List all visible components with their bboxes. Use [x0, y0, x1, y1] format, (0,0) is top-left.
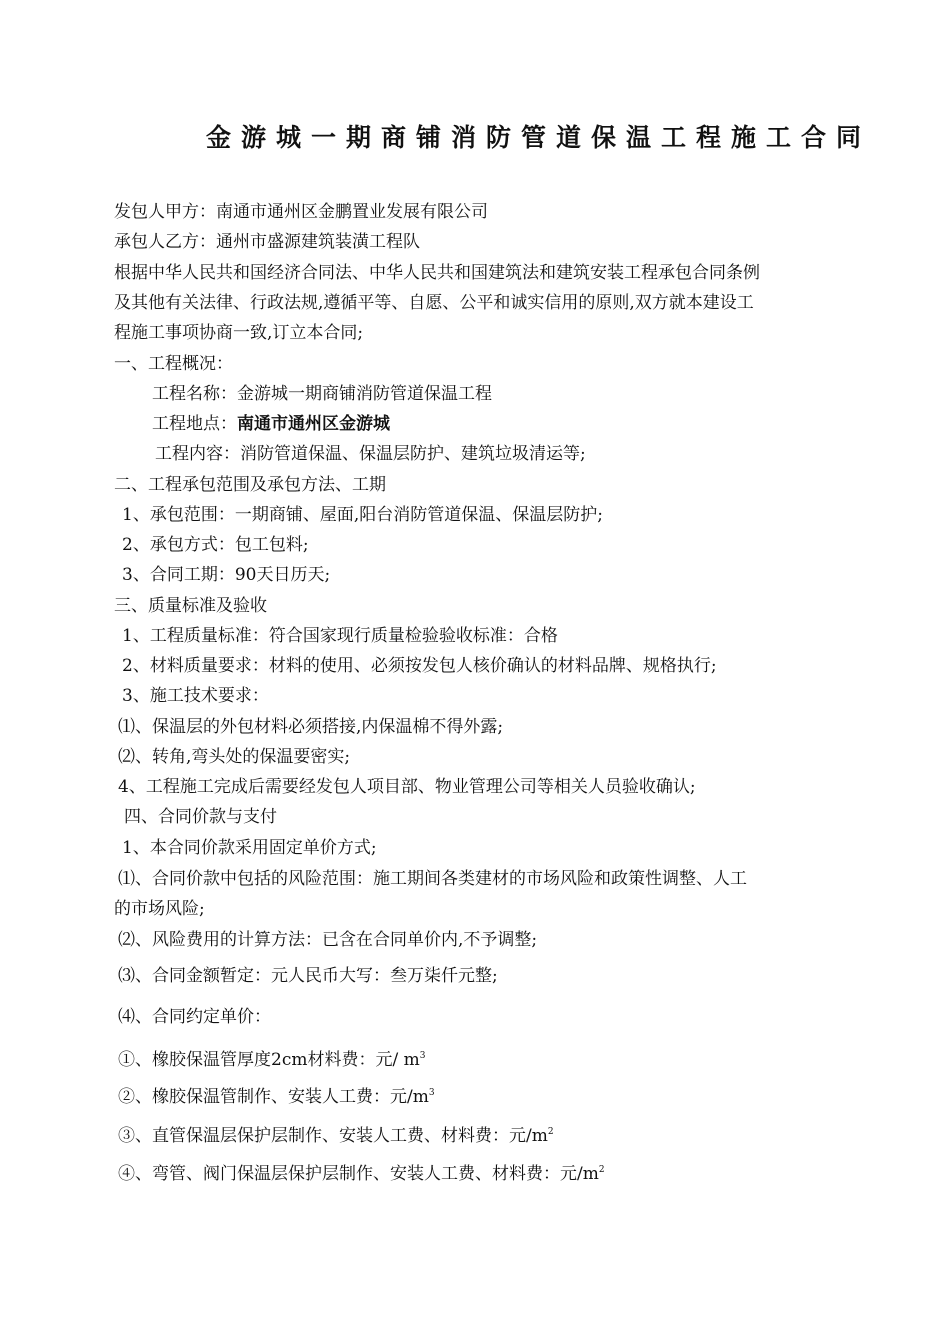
unit-superscript: 3	[419, 1051, 426, 1061]
unit-price-text: ①、橡胶保温管厚度2cm材料费：元/ m	[118, 1050, 420, 1070]
section-heading: 三、质量标准及验收	[114, 596, 267, 616]
preamble-line: 程施工事项协商一致,订立本合同;	[114, 323, 364, 343]
list-item: 2、材料质量要求：材料的使用、必须按发包人核价确认的材料品牌、规格执行;	[122, 656, 717, 676]
unit-price-item	[118, 1122, 554, 1146]
section-heading: 四、合同价款与支付	[124, 807, 277, 827]
list-item: 1、工程质量标准：符合国家现行质量检验验收标准：合格	[122, 626, 558, 646]
unit-price-text: ③、直管保温层保护层制作、安装人工费、材料费：元/m	[118, 1126, 548, 1146]
list-item: ⑵、风险费用的计算方法：已含在合同单价内,不予调整;	[118, 930, 538, 950]
unit-price-item	[118, 1046, 425, 1070]
section-heading: 一、工程概况：	[114, 354, 233, 374]
unit-superscript: 3	[428, 1088, 435, 1098]
project-location-label: 工程地点：	[152, 414, 237, 434]
party-a: 发包人甲方：南通市通州区金鹏置业发展有限公司	[114, 202, 488, 222]
project-location-value: 南通市通州区金游城	[237, 414, 390, 434]
unit-price-item	[118, 1083, 435, 1107]
unit-price-text: ②、橡胶保温管制作、安装人工费：元/m	[118, 1087, 429, 1107]
list-item: ⑵、转角,弯头处的保温要密实;	[118, 747, 351, 767]
unit-price-item	[118, 1160, 605, 1184]
list-item: ⑷、合同约定单价：	[118, 1007, 271, 1027]
unit-price-text: ④、弯管、阀门保温层保护层制作、安装人工费、材料费：元/m	[118, 1164, 599, 1184]
preamble-line: 及其他有关法律、行政法规,遵循平等、自愿、公平和诚实信用的原则,双方就本建设工	[114, 293, 754, 313]
party-b: 承包人乙方：通州市盛源建筑装潢工程队	[114, 232, 420, 252]
list-item: 1、承包范围：一期商铺、屋面,阳台消防管道保温、保温层防护;	[122, 505, 603, 525]
contract-title: 金游城一期商铺消防管道保温工程施工合同	[206, 123, 872, 152]
list-item: 4、工程施工完成后需要经发包人项目部、物业管理公司等相关人员验收确认;	[118, 777, 696, 797]
unit-superscript: 2	[598, 1165, 605, 1175]
project-name: 工程名称：金游城一期商铺消防管道保温工程	[152, 384, 492, 404]
list-item: 2、承包方式：包工包料;	[122, 535, 309, 555]
project-content: 工程内容：消防管道保温、保温层防护、建筑垃圾清运等;	[155, 444, 586, 464]
list-item: 的市场风险;	[114, 899, 205, 919]
list-item: 3、合同工期：90天日历天;	[122, 565, 331, 585]
section-heading: 二、工程承包范围及承包方法、工期	[114, 475, 386, 495]
project-location	[152, 414, 390, 434]
contract-amount: ⑶、合同金额暂定：元人民币大写：叁万柒仟元整;	[118, 966, 498, 986]
list-item: ⑴、合同价款中包括的风险范围：施工期间各类建材的市场风险和政策性调整、人工	[118, 869, 747, 889]
list-item: 1、本合同价款采用固定单价方式;	[122, 838, 377, 858]
list-item: 3、施工技术要求：	[122, 686, 269, 706]
list-item: ⑴、保温层的外包材料必须搭接,内保温棉不得外露;	[118, 717, 504, 737]
preamble-line: 根据中华人民共和国经济合同法、中华人民共和国建筑法和建筑安装工程承包合同条例	[114, 263, 760, 283]
unit-superscript: 2	[547, 1127, 554, 1137]
